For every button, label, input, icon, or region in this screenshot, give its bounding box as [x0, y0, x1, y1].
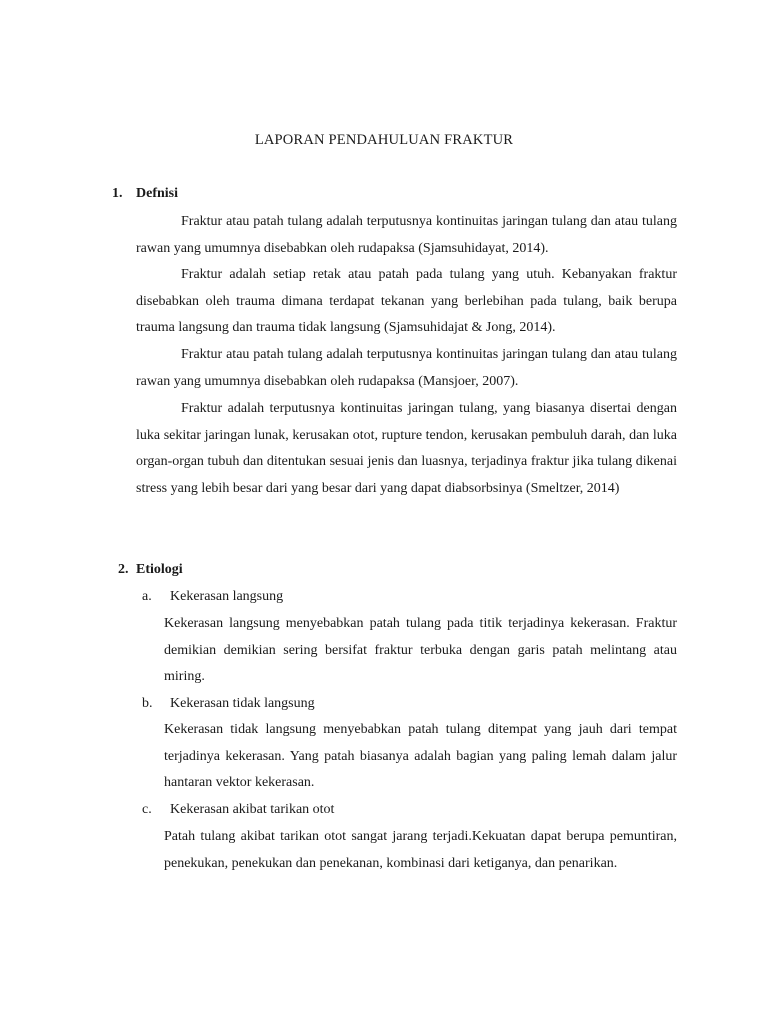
item-letter: a. — [142, 589, 152, 604]
item-label: Kekerasan tidak langsung — [170, 696, 315, 711]
etiologi-item-b-text: Kekerasan tidak langsung menyebabkan patah tulang ditempat yang jauh dari tempat terjadinya kekerasan. Yang patah biasanya adalah bagian yang paling lemah dalam jalur hantaran vektor kekerasan. — [164, 722, 677, 790]
item-label: Kekerasan langsung — [170, 589, 284, 604]
section-title: Defnisi — [136, 186, 178, 201]
item-label: Kekerasan akibat tarikan otot — [170, 802, 335, 817]
item-letter: c. — [142, 802, 152, 817]
paragraph-definisi-4: Fraktur adalah terputusnya kontinuitas jaringan tulang, yang biasanya disertai dengan luka sekitar jaringan lunak, kerusakan otot, rupture tendon, kerusakan pembuluh darah, dan luka organ-organ tubuh dan ditentukan sesuai jenis dan luasnya, terjadinya fraktur jika tulang dikenai stress yang lebih besar dari yang besar dari yang dapat diabsorbsinya (Smeltzer, 2014) — [136, 401, 677, 496]
section-title: Etiologi — [136, 562, 183, 577]
section-heading-etiologi — [118, 562, 183, 578]
section-heading-definisi — [112, 186, 178, 202]
paragraph-definisi-1: Fraktur atau patah tulang adalah terputusnya kontinuitas jaringan tulang dan atau tulang rawan yang umumnya disebabkan oleh rudapaksa (Sjamsuhidayat, 2014). — [136, 214, 677, 256]
document-title: LAPORAN PENDAHULUAN FRAKTUR — [254, 132, 514, 148]
etiologi-item-a — [136, 584, 677, 610]
etiologi-item-c — [136, 797, 677, 823]
etiologi-item-b — [136, 691, 677, 717]
item-letter: b. — [142, 696, 153, 711]
etiologi-item-c-text: Patah tulang akibat tarikan otot sangat jarang terjadi.Kekuatan dapat berupa pemuntiran, penekukan, penekukan dan penekanan, kombinasi dari ketiganya, dan penarikan. — [164, 829, 677, 871]
section-number: 1. — [112, 186, 123, 201]
etiologi-item-a-text: Kekerasan langsung menyebabkan patah tulang pada titik terjadinya kekerasan. Fraktur demikian demikian sering bersifat fraktur terbuka dengan garis patah melintang atau miring. — [164, 616, 677, 684]
section-number: 2. — [118, 562, 129, 577]
paragraph-definisi-2: Fraktur adalah setiap retak atau patah pada tulang yang utuh. Kebanyakan fraktur disebabkan oleh trauma dimana terdapat tekanan yang berlebihan pada tulang, baik berupa trauma langsung dan trauma tidak langsung (Sjamsuhidajat & Jong, 2014). — [136, 267, 677, 335]
paragraph-definisi-3: Fraktur atau patah tulang adalah terputusnya kontinuitas jaringan tulang dan atau tulang rawan yang umumnya disebabkan oleh rudapaksa (Mansjoer, 2007). — [136, 347, 677, 389]
